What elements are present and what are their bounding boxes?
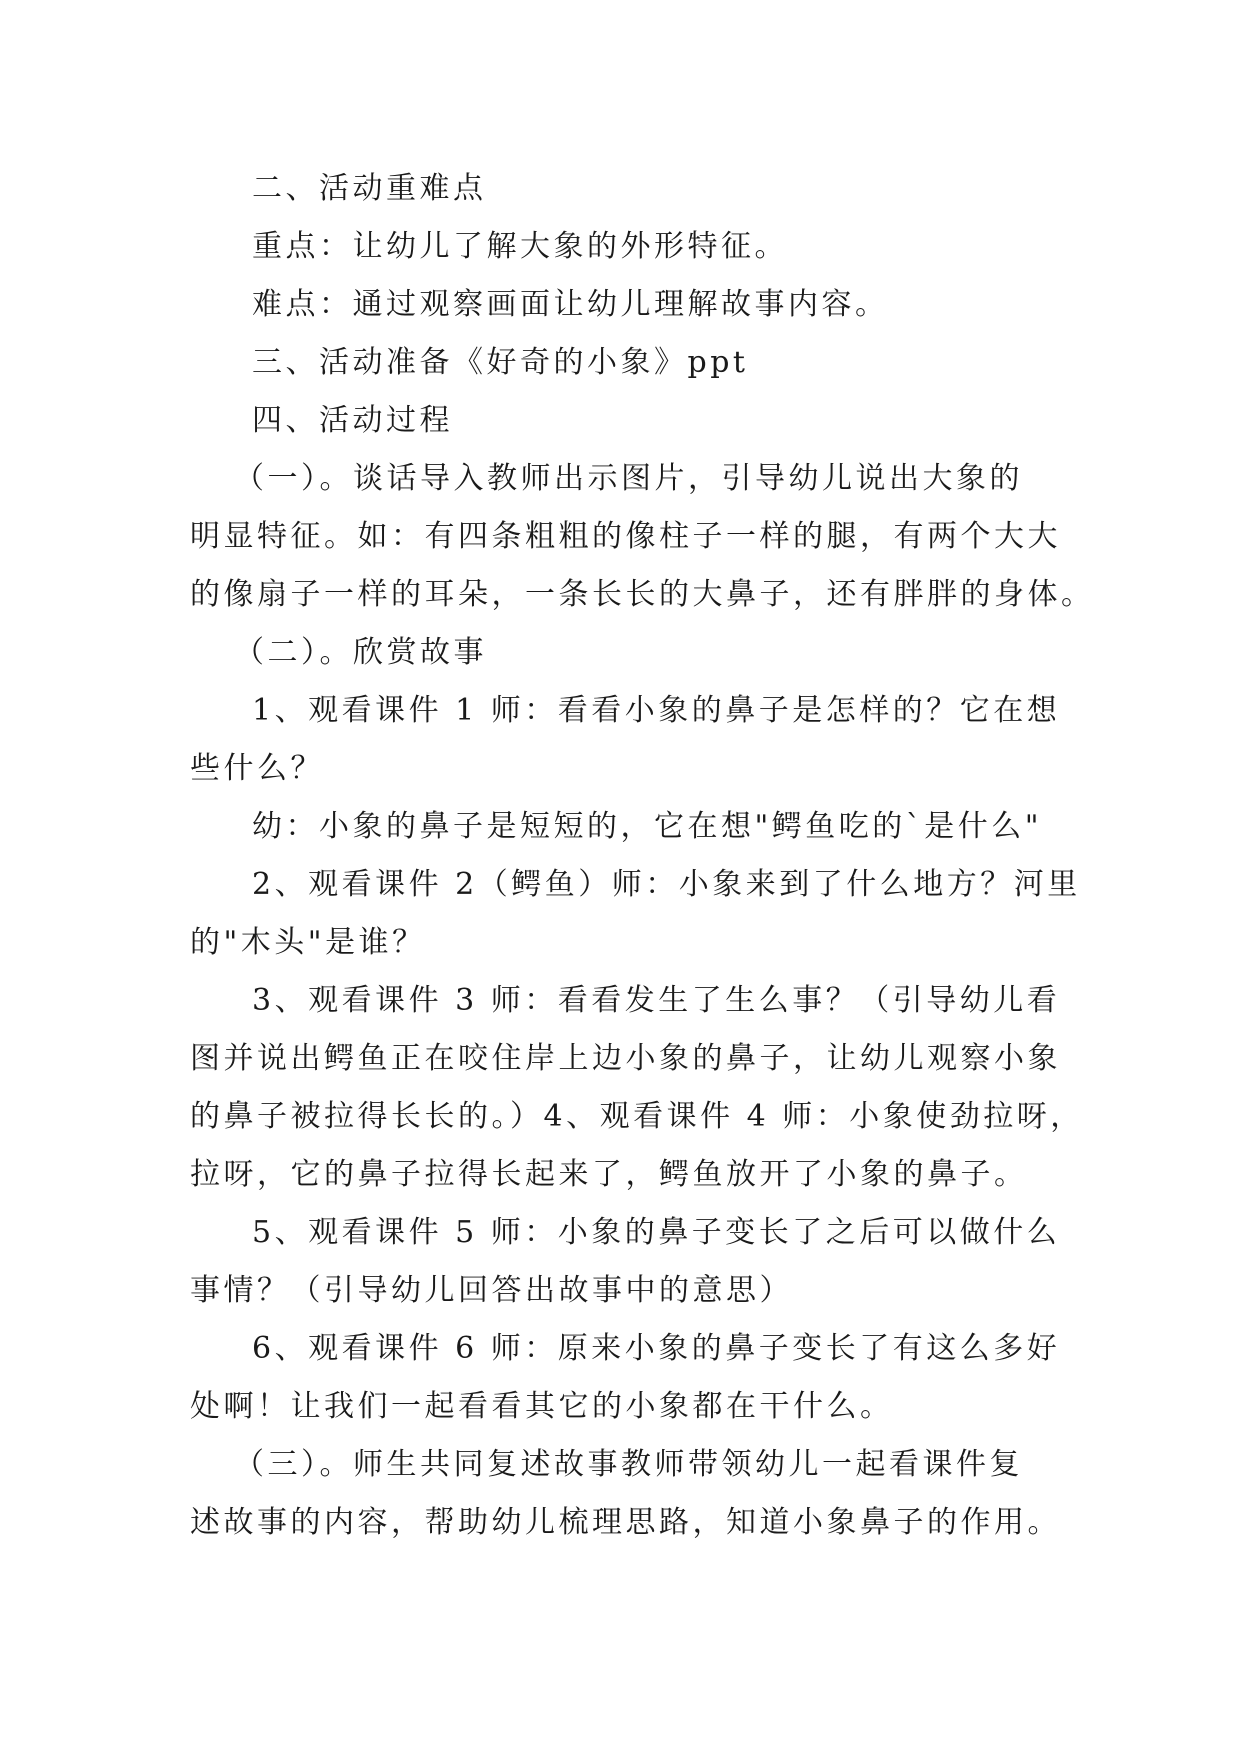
heading-process: 四、活动过程 xyxy=(252,403,453,438)
paragraph-line: 图并说出鳄鱼正在咬住岸上边小象的鼻子，让幼儿观察小象 xyxy=(190,1041,1061,1076)
paragraph-line: 6、观看课件 6 师：原来小象的鼻子变长了有这么多好 xyxy=(252,1331,1061,1366)
paragraph-line: 的鼻子被拉得长长的。）4、观看课件 4 师：小象使劲拉呀， xyxy=(190,1099,1084,1134)
paragraph-line: 拉呀，它的鼻子拉得长起来了，鳄鱼放开了小象的鼻子。 xyxy=(190,1157,1028,1192)
key-point-line: 重点：让幼儿了解大象的外形特征。 xyxy=(252,229,788,264)
paragraph-line: 幼：小象的鼻子是短短的，它在想"鳄鱼吃的`是什么" xyxy=(252,809,1043,844)
paragraph-line: 2、观看课件 2（鳄鱼）师：小象来到了什么地方？河里 xyxy=(252,867,1081,902)
paragraph-line: 述故事的内容，帮助幼儿梳理思路，知道小象鼻子的作用。 xyxy=(190,1505,1061,1540)
paragraph-line: 3、观看课件 3 师：看看发生了生么事？（引导幼儿看 xyxy=(252,983,1061,1018)
heading-preparation: 三、活动准备《好奇的小象》ppt xyxy=(252,345,749,380)
heading-key-points: 二、活动重难点 xyxy=(252,171,487,206)
document-body xyxy=(190,160,1095,1552)
paragraph-line: 5、观看课件 5 师：小象的鼻子变长了之后可以做什么 xyxy=(252,1215,1061,1250)
difficulty-line: 难点：通过观察画面让幼儿理解故事内容。 xyxy=(252,287,889,322)
paragraph-line: 处啊！让我们一起看看其它的小象都在干什么。 xyxy=(190,1389,894,1424)
paragraph-line: （一）。谈话导入教师出示图片，引导幼儿说出大象的 xyxy=(234,461,1023,496)
paragraph-line: 些什么？ xyxy=(190,751,324,786)
paragraph-line: 1、观看课件 1 师：看看小象的鼻子是怎样的？它在想 xyxy=(252,693,1061,728)
paragraph-line: 明显特征。如：有四条粗粗的像柱子一样的腿，有两个大大 xyxy=(190,519,1061,554)
paragraph-line: （三）。师生共同复述故事教师带领幼儿一起看课件复 xyxy=(234,1447,1023,1482)
paragraph-line: 的"木头"是谁？ xyxy=(190,925,426,960)
paragraph-line: 事情？（引导幼儿回答出故事中的意思） xyxy=(190,1273,793,1308)
paragraph-line: 的像扇子一样的耳朵，一条长长的大鼻子，还有胖胖的身体。 xyxy=(190,577,1095,612)
subheading-story: （二）。欣赏故事 xyxy=(234,635,487,670)
